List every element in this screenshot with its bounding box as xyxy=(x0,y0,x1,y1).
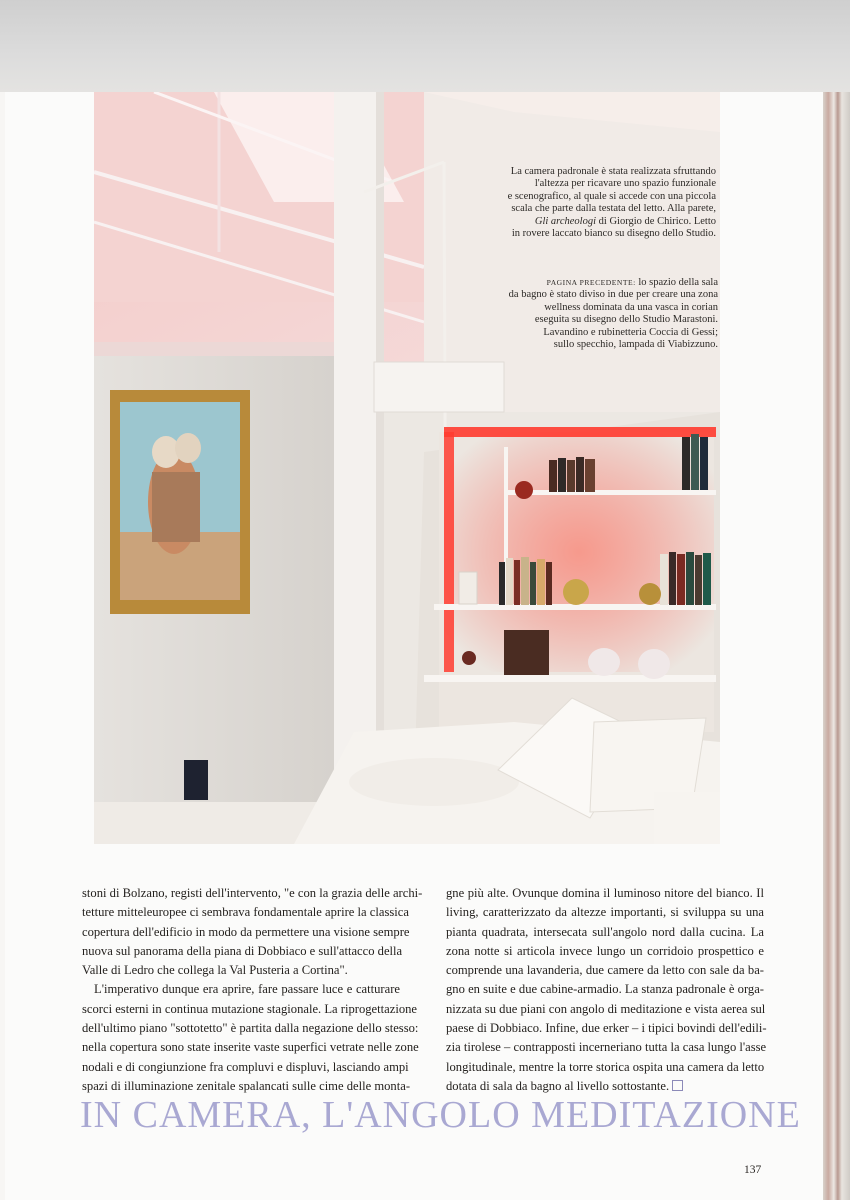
body-line: spazi di illuminazione zenitale spalancati sulle cime delle monta- xyxy=(82,1078,411,1093)
page-number: 137 xyxy=(744,1164,762,1176)
body-line: tetture mitteleuropee ci sembrava fondamentale aprire la classica xyxy=(82,905,409,920)
caption-line: Lavandino e rubinetteria Coccia di Gessi; xyxy=(543,326,718,338)
body-line: pianta quadrata, intersecata sull'angolo nord dalla cucina. La xyxy=(446,924,764,939)
body-line: scorci esterni in continua mutazione stagionale. La riprogettazione xyxy=(82,1001,418,1016)
body-line: longitudinale, mentre la torre storica ospita una camera da letto xyxy=(446,1059,765,1074)
body-line: nizzata su due piani con angolo di meditazione e vista aerea sul xyxy=(446,1001,766,1016)
caption-line: La camera padronale è stata realizzata sfruttando xyxy=(510,166,716,177)
body-line: stoni di Bolzano, registi dell'intervento, "e con la grazia delle archi- xyxy=(82,886,423,900)
photo-caption-main xyxy=(508,166,716,240)
end-mark-icon xyxy=(672,1080,683,1091)
body-line: Valle di Ledro che collega la Val Pusteria a Cortina". xyxy=(82,963,348,978)
body-line: nella copertura sono state inserite vaste superfici vetrate nelle zone xyxy=(82,1040,419,1055)
body-line: gne più alte. Ovunque domina il luminoso nitore del bianco. Il xyxy=(446,886,764,900)
body-line: gno en suite e due cabine-armadio. La stanza padronale è orga- xyxy=(446,982,764,997)
article-column-left xyxy=(82,884,423,1096)
body-line: nodali e di congiunzione fra compluvi e displuvi, lasciando ampi xyxy=(82,1059,409,1074)
article-column-right xyxy=(446,884,767,1096)
page-edge xyxy=(823,92,850,1200)
body-line: zona notte si articola invece lungo un corridoio prospettico e xyxy=(446,943,764,958)
scan-shadow-top xyxy=(0,0,850,92)
caption-line-text: lo spazio della sala xyxy=(638,277,718,288)
caption-line: scala che parte dalla testata del letto. Alla parete, xyxy=(511,203,716,215)
caption-line: da bagno è stato diviso in due per creare una zona xyxy=(508,289,718,301)
body-line: dell'ultimo piano "sottotetto" è partita dalla negazione dello stesso: xyxy=(82,1021,419,1036)
body-line: copertura dell'edificio in modo da permettere una visione sempre xyxy=(82,924,410,939)
body-line: nuova sul panorama della piana di Dobbiaco e sull'attacco della xyxy=(82,943,403,958)
body-line-text: dotata di sala da bagno al livello sottostante. xyxy=(446,1078,670,1093)
section-headline: IN CAMERA, L'ANGOLO MEDITAZIONE xyxy=(80,1094,801,1136)
caption-line: e scenografico, al quale si accede con una piccola xyxy=(507,190,716,202)
body-line: living, caratterizzato da altezze importanti, si sviluppa su una xyxy=(446,905,764,920)
caption-line: l'altezza per ricavare uno spazio funzionale xyxy=(534,178,716,190)
photo-caption-previous-page xyxy=(509,277,718,351)
body-line: comprende una lavanderia, due camere da letto con sale da ba- xyxy=(446,963,764,978)
artwork-title: Gli archeologi xyxy=(534,215,597,227)
caption-line: eseguita su disegno dello Studio Marastoni. xyxy=(534,314,718,326)
caption-line: Gli archeologi di Giorgio de Chirico. Letto xyxy=(534,215,716,227)
caption-line: in rovere laccato bianco su disegno dello Studio. xyxy=(511,228,716,240)
caption-line: sullo specchio, lampada di Viabizzuno. xyxy=(553,339,718,351)
body-line: L'imperativo dunque era aprire, fare passare luce e catturare xyxy=(94,982,400,997)
caption-label: PAGINA PRECEDENTE: xyxy=(546,278,636,287)
caption-line xyxy=(509,277,718,289)
body-line: zia tirolese – contrapposti incerneriano tutta la casa lungo l'asse xyxy=(446,1040,767,1055)
caption-line: wellness dominata da una vasca in corian xyxy=(544,301,718,313)
body-line: paese di Dobbiaco. Infine, due erker – i tipici bovindi dell'edili- xyxy=(446,1021,767,1036)
